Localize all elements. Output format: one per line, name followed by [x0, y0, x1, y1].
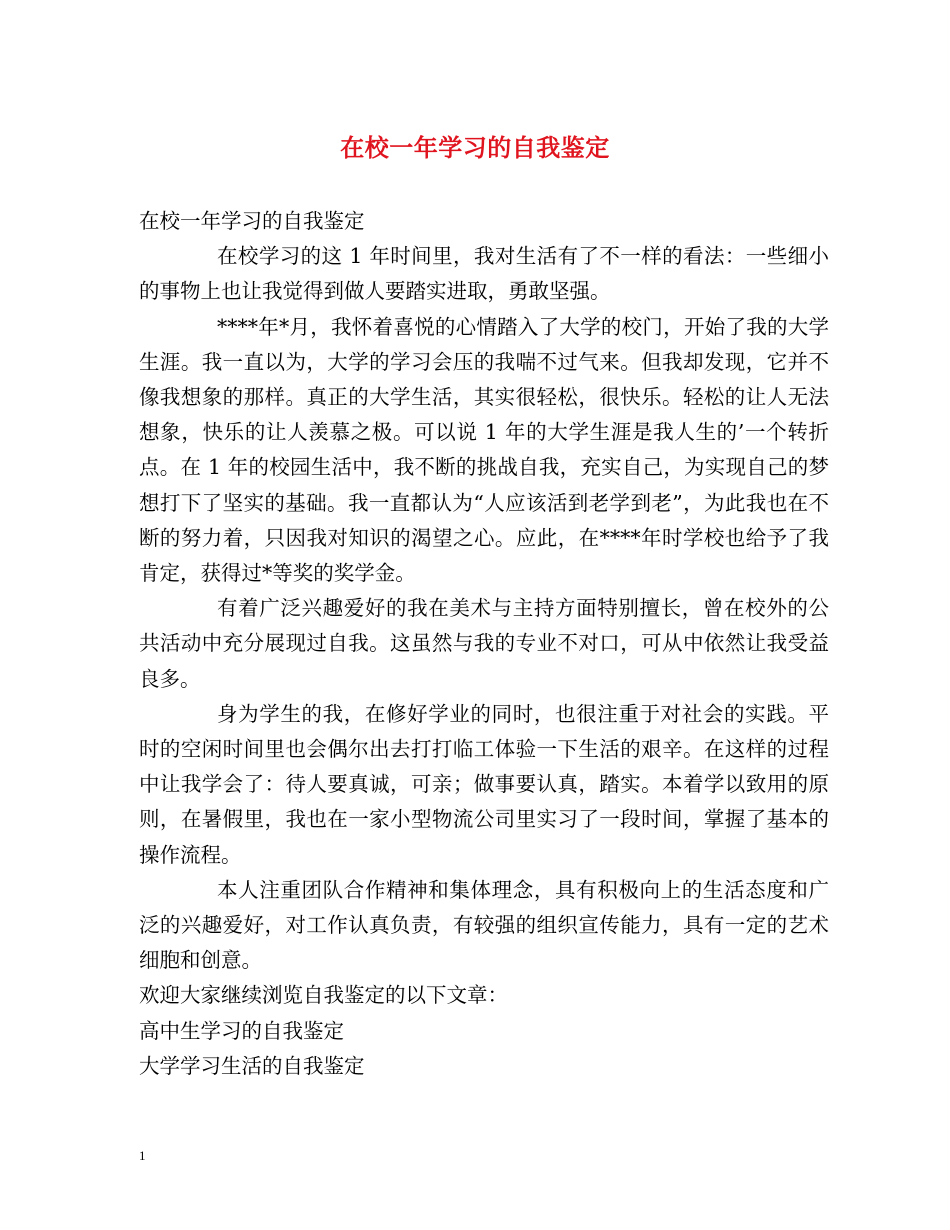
- document-body: [139, 204, 829, 1084]
- paragraph-1: 在校学习的这 1 年时间里，我对生活有了不一样的看法：一些细小的事物上也让我觉得到做人要踏实进取，勇敢坚强。: [139, 244, 829, 304]
- paragraph-2: ****年*月，我怀着喜悦的心情踏入了大学的校门，开始了我的大学生涯。我一直以为，大学的学习会压的我喘不过气来。但我却发现，它并不像我想象的那样。真正的大学生活，其实很轻松，很快乐。轻松的让人无法想象，快乐的让人羡慕之极。可以说 1 年的大学生涯是我人生的’一个转折点。在 1 年的校园生活中，我不断的挑战自我，充实自己，为实现自己的梦想打下了坚实的基础。我一直都认为“人应该活到老学到老”，为此我也在不断的努力着，只因我对知识的渴望之心。应此，在****年时学校也给予了我肯定，获得过*等奖的奖学金。: [139, 314, 829, 586]
- page-number: 1: [139, 1148, 146, 1163]
- paragraph-4: 身为学生的我，在修好学业的同时，也很注重于对社会的实践。平时的空闲时间里也会偶尔出去打打临工体验一下生活的艰辛。在这样的过程中让我学会了：待人要真诚，可亲；做事要认真，踏实。本着学以致用的原则，在暑假里，我也在一家小型物流公司里实习了一段时间，掌握了基本的操作流程。: [139, 701, 829, 867]
- related-link-2[interactable]: 大学学习生活的自我鉴定: [139, 1053, 365, 1078]
- paragraph-5: 本人注重团队合作精神和集体理念，具有积极向上的生活态度和广泛的兴趣爱好，对工作认真负责，有较强的组织宣传能力，具有一定的艺术细胞和创意。: [139, 877, 829, 973]
- related-link-1[interactable]: 高中生学习的自我鉴定: [139, 1018, 344, 1043]
- document-title: 在校一年学习的自我鉴定: [340, 133, 610, 162]
- document-subtitle: 在校一年学习的自我鉴定: [139, 209, 365, 233]
- paragraph-3: 有着广泛兴趣爱好的我在美术与主持方面特别擅长，曾在校外的公共活动中充分展现过自我。这虽然与我的专业不对口，可从中依然让我受益良多。: [139, 596, 829, 691]
- closing-line: 欢迎大家继续浏览自我鉴定的以下文章：: [139, 983, 508, 1008]
